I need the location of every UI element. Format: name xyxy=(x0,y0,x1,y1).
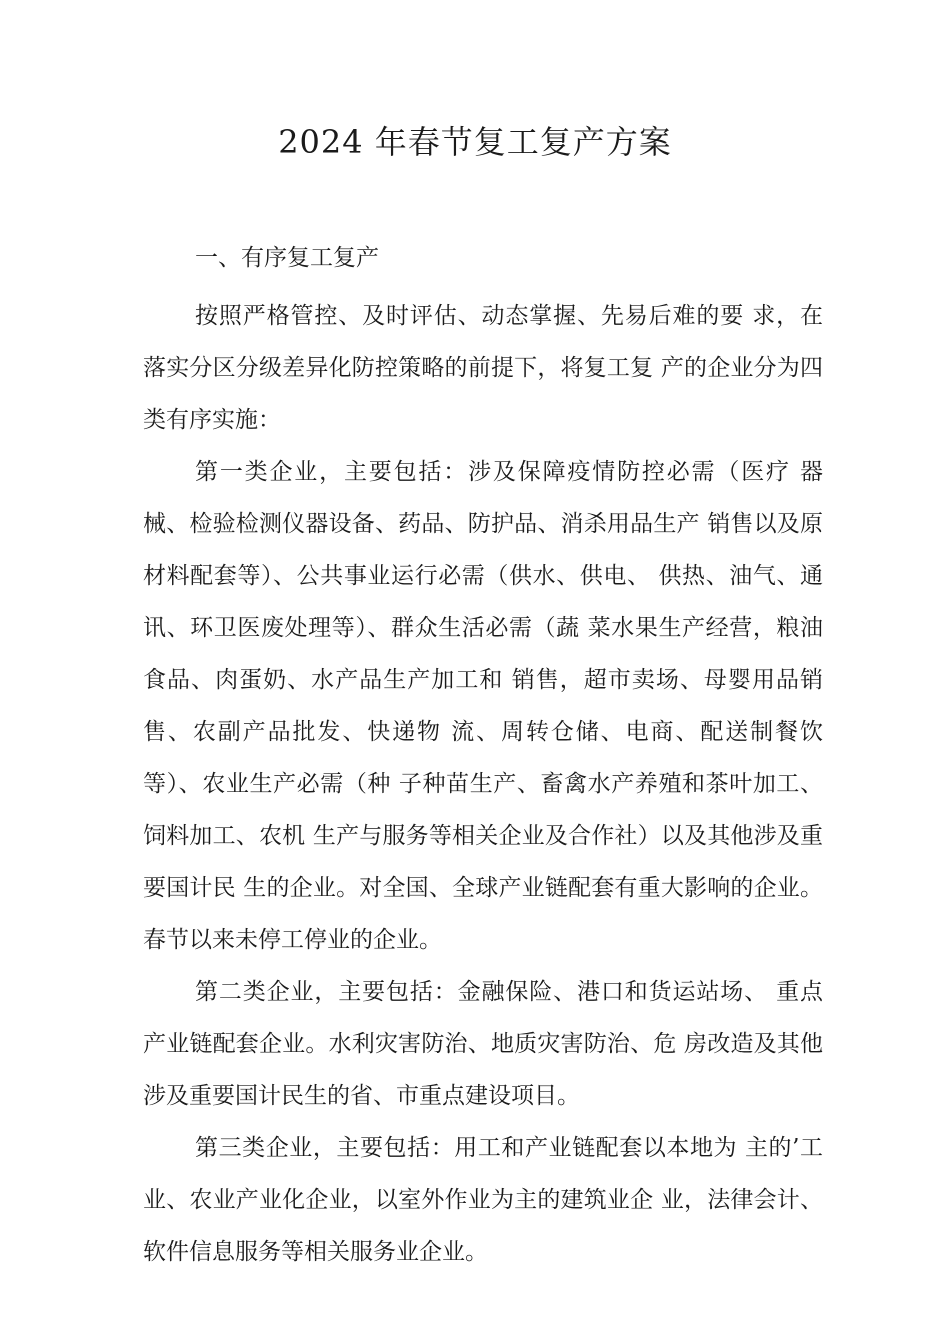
section-heading: 一、有序复工复产 xyxy=(195,245,379,271)
document-body xyxy=(143,238,823,1278)
paragraph-intro: 按照严格管控、及时评估、动态掌握、先易后难的要 求，在落实分区分级差异化防控策略的前提下，将复工复 产的企业分为四类有序实施： xyxy=(143,303,823,433)
paragraph-category-two: 第二类企业，主要包括：金融保险、港口和货运站场、 重点产业链配套企业。水利灾害防治、地质灾害防治、危 房改造及其他涉及重要国计民生的省、市重点建设项目。 xyxy=(143,979,823,1109)
paragraph-category-three: 第三类企业，主要包括：用工和产业链配套以本地为 主的’工业、农业产业化企业，以室外作业为主的建筑业企 业，法律会计、软件信息服务等相关服务业企业。 xyxy=(143,1135,823,1265)
document-title: 2024 年春节复工复产方案 xyxy=(278,123,672,161)
paragraph-category-one: 第一类企业，主要包括：涉及保障疫情防控必需（医疗 器械、检验检测仪器设备、药品、防护品、消杀用品生产 销售以及原材料配套等）、公共事业运行必需（供水、供电、 供热、油气、通讯、环卫医废处理等）、群众生活必需（蔬 菜水果生产经营，粮油食品、肉蛋奶、水产品生产加工和 销售，超市卖场、母婴用品销售、农副产品批发、快递物 流、周转仓储、电商、配送制餐饮等）、农业生产必需（种 子种苗生产、畜禽水产养殖和茶叶加工、饲料加工、农机 生产与服务等相关企业及合作社）以及其他涉及重要国计民 生的企业。对全国、全球产业链配套有重大影响的企业。 春节以来未停工停业的企业。 xyxy=(143,459,823,953)
